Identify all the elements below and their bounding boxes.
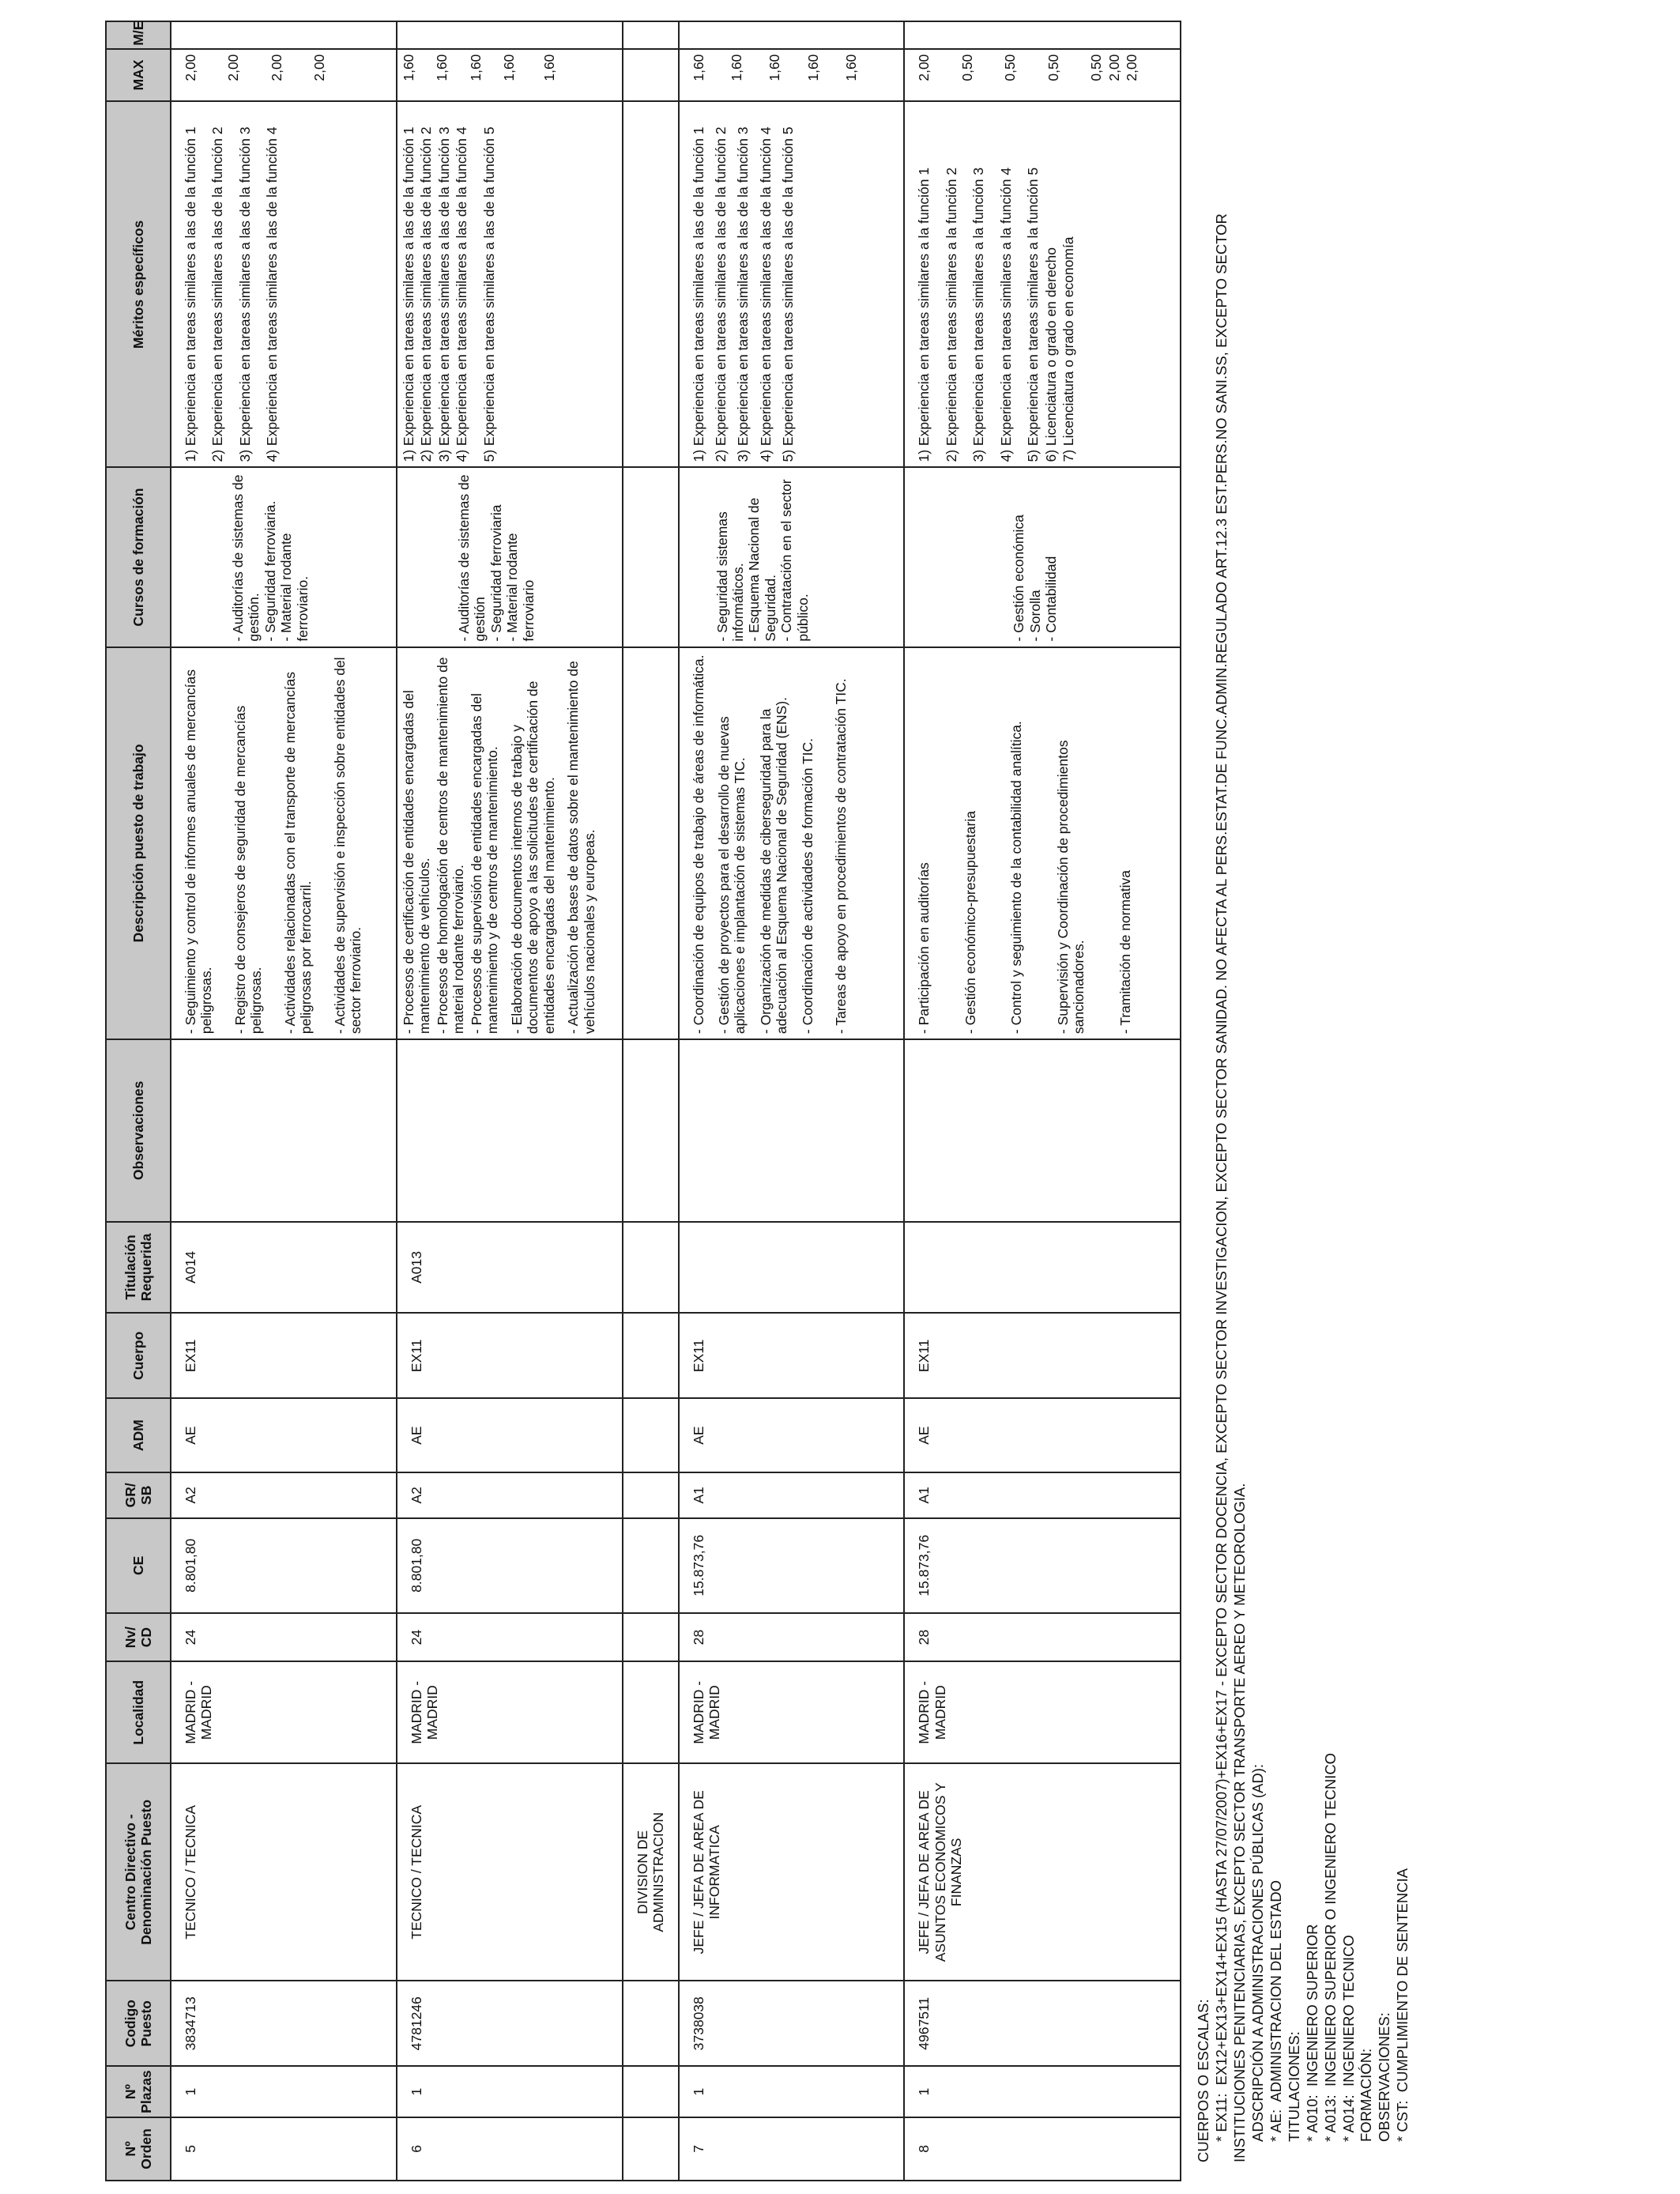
max-value: 1,60 xyxy=(690,54,706,81)
meritos-cell xyxy=(171,101,397,467)
descripcion-cell xyxy=(679,647,905,1040)
merito-item: 6) Licenciatura o grado en derecho xyxy=(1042,247,1059,462)
note-line: INSTITUCIONES PENITENCIARIAS, EXCEPTO SECTOR TRANSPORTE AEREO Y METEOROLOGIA. xyxy=(1230,1483,1248,2162)
note-line: * AE: ADMINISTRACION DEL ESTADO xyxy=(1267,1879,1284,2142)
col-cuerpo-header: Cuerpo xyxy=(106,1313,171,1398)
descripcion-item: - Control y seguimiento de la contabilidad analítica. xyxy=(1008,721,1025,1035)
max-value: 0,50 xyxy=(1002,54,1019,81)
centro-cell: TECNICO / TECNICA xyxy=(397,1763,623,1981)
col-observaciones-header: Observaciones xyxy=(106,1039,171,1221)
merito-item: 2) Experiencia en tareas similares a las de la función 2 xyxy=(418,126,435,462)
ce-cell: 8.801,80 xyxy=(171,1518,397,1613)
descripcion-item: - Registro de consejeros de seguridad de mercancías peligrosas. xyxy=(232,705,265,1035)
max-value: 1,60 xyxy=(501,54,518,81)
curso-item: - Material rodante ferroviario. xyxy=(278,533,311,642)
max-value: 2,00 xyxy=(183,54,198,81)
curso-item: - Seguridad ferroviaria. xyxy=(262,500,278,642)
merito-item: 5) Experiencia en tareas similares a las de la función 5 xyxy=(780,126,797,462)
meritos-cell xyxy=(397,101,623,467)
merito-item: 5) Experiencia en tareas similares a las de la función 5 xyxy=(480,126,497,462)
note-line: * A014: INGENIERO TECNICO xyxy=(1339,1935,1357,2142)
curso-item: - Esquema Nacional de Seguridad. xyxy=(746,497,778,642)
descripcion-item: - Actividades relacionadas con el transporte de mercancías peligrosas por ferrocarril. xyxy=(281,671,315,1035)
max-value: 1,60 xyxy=(843,54,860,81)
max-value: 0,50 xyxy=(1088,54,1105,81)
max-value: 0,50 xyxy=(1045,54,1061,81)
descripcion-item: - Seguimiento y control de informes anuales de mercancías peligrosas. xyxy=(183,669,215,1035)
col-ce-header: CE xyxy=(106,1518,171,1613)
orden-cell: 5 xyxy=(171,2117,397,2181)
descripcion-item: - Supervisión y Coordinación de procedimientos sancionadores. xyxy=(1054,740,1087,1035)
observaciones-cell xyxy=(679,1039,905,1221)
adm-cell: AE xyxy=(679,1398,905,1472)
descripcion-item: - Elaboración de documentos internos de trabajo y documentos de apoyo a las solicitudes de certificación de entidades encargadas del mantenimiento. xyxy=(508,680,557,1035)
merito-item: 3) Experiencia en tareas similares a la función 3 xyxy=(970,167,987,462)
plazas-cell: 1 xyxy=(171,2066,397,2117)
ce-cell: 15.873,76 xyxy=(904,1518,1181,1613)
positions-table xyxy=(105,21,1181,2181)
ce-cell: 15.873,76 xyxy=(679,1518,905,1613)
max-value: 2,00 xyxy=(225,54,242,81)
me-cell xyxy=(679,21,905,49)
me-cell xyxy=(397,21,623,49)
observaciones-cell xyxy=(904,1039,1181,1221)
grupo-cell: A1 xyxy=(679,1472,905,1518)
max-cell xyxy=(171,49,397,102)
merito-item: 4) Experiencia en tareas similares a la función 4 xyxy=(997,167,1014,462)
legend-notes xyxy=(1195,28,1412,2162)
max-value: 2,00 xyxy=(916,54,932,81)
curso-item: - Auditorías de sistemas de gestión. xyxy=(230,474,262,642)
nivel-cell: 24 xyxy=(397,1613,623,1661)
merito-item: 4) Experiencia en tareas similares a las de la función 4 xyxy=(454,126,470,462)
orden-cell: 6 xyxy=(397,2117,623,2181)
cursos-cell xyxy=(904,468,1181,647)
descripcion-item: - Participación en auditorías xyxy=(916,862,932,1035)
adm-cell: AE xyxy=(397,1398,623,1472)
col-nivel-header: Nv/ CD xyxy=(106,1613,171,1661)
localidad-cell: MADRID - MADRID xyxy=(171,1661,397,1763)
titulacion-cell xyxy=(904,1222,1181,1314)
adm-cell: AE xyxy=(904,1398,1181,1472)
col-meritos-header: Méritos específicos xyxy=(106,101,171,467)
titulacion-cell: A014 xyxy=(171,1222,397,1314)
col-cursos-header: Cursos de formación xyxy=(106,468,171,647)
col-centro-header: Centro Directivo - Denominación Puesto xyxy=(106,1763,171,1981)
merito-item: 3) Experiencia en tareas similares a las de la función 3 xyxy=(435,126,452,462)
col-grupo-header: GR/ SB xyxy=(106,1472,171,1518)
descripcion-item: - Coordinación de equipos de trabajo de áreas de informática. xyxy=(690,654,706,1035)
note-line: TITULACIONES: xyxy=(1285,2031,1302,2142)
codigo-cell: 3834713 xyxy=(171,1981,397,2066)
meritos-cell xyxy=(904,101,1181,467)
descripcion-item: - Organización de medidas de ciberseguridad para la adecuación al Esquema Nacional de Seguridad (ENS). xyxy=(757,697,790,1035)
header-row xyxy=(106,21,171,2181)
descripcion-cell xyxy=(904,647,1181,1040)
me-cell xyxy=(171,21,397,49)
max-value: 1,60 xyxy=(400,54,416,81)
localidad-cell: MADRID - MADRID xyxy=(679,1661,905,1763)
orden-cell: 8 xyxy=(904,2117,1181,2181)
merito-item: 3) Experiencia en tareas similares a las de la función 3 xyxy=(735,126,751,462)
max-value: 1,60 xyxy=(767,54,783,81)
note-line: FORMACIÓN: xyxy=(1358,2048,1375,2142)
observaciones-cell xyxy=(171,1039,397,1221)
centro-cell: JEFE / JEFA DE AREA DE ASUNTOS ECONOMICOS Y FINANZAS xyxy=(904,1763,1181,1981)
descripcion-item: - Tramitación de normativa xyxy=(1117,869,1133,1035)
curso-item: - Sorolla xyxy=(1026,590,1043,642)
curso-item: - Seguridad ferroviaria xyxy=(488,504,504,642)
table-row xyxy=(171,21,397,2181)
me-cell xyxy=(904,21,1181,49)
curso-item: - Contabilidad xyxy=(1043,556,1060,642)
plazas-cell: 1 xyxy=(679,2066,905,2117)
note-line: ADSCRIPCIÓN A ADMINISTRACIONES PÚBLICAS (AD): xyxy=(1249,1763,1266,2142)
merito-item: 2) Experiencia en tareas similares a la función 2 xyxy=(943,167,959,462)
table-row xyxy=(679,21,905,2181)
descripcion-item: - Procesos de certificación de entidades encargadas del mantenimiento de vehículos. xyxy=(400,690,433,1035)
cuerpo-cell: EX11 xyxy=(679,1313,905,1398)
descripcion-item: - Procesos de supervisión de entidades encargadas del mantenimiento y de centros de mantenimiento. xyxy=(468,693,501,1035)
centro-cell: TECNICO / TECNICA xyxy=(171,1763,397,1981)
merito-item: 4) Experiencia en tareas similares a las de la función 4 xyxy=(264,126,281,462)
max-cell xyxy=(679,49,905,102)
note-line: OBSERVACIONES: xyxy=(1376,2012,1393,2142)
descripcion-item: - Gestión económico-presupuestaria xyxy=(962,811,978,1035)
merito-item: 3) Experiencia en tareas similares a las de la función 3 xyxy=(236,126,253,462)
observaciones-cell xyxy=(397,1039,623,1221)
centro-cell: JEFE / JEFA DE AREA DE INFORMATICA xyxy=(679,1763,905,1981)
merito-item: 5) Experiencia en tareas similares a la función 5 xyxy=(1025,167,1042,462)
max-value: 0,50 xyxy=(959,54,975,81)
plazas-cell: 1 xyxy=(904,2066,1181,2117)
col-descripcion-header: Descripción puesto de trabajo xyxy=(106,647,171,1040)
descripcion-item: - Gestión de proyectos para el desarrollo de nuevas aplicaciones e implantación de sistemas TIC. xyxy=(716,716,748,1035)
note-line: CUERPOS O ESCALAS: xyxy=(1195,1999,1211,2162)
note-line: * A010: INGENIERO SUPERIOR xyxy=(1303,1924,1320,2142)
orden-cell: 7 xyxy=(679,2117,905,2181)
meritos-cell xyxy=(679,101,905,467)
nivel-cell: 28 xyxy=(904,1613,1181,1661)
max-value: 1,60 xyxy=(804,54,821,81)
division-label: DIVISION DE ADMINISTRACION xyxy=(623,1763,679,1981)
cursos-cell xyxy=(679,468,905,647)
titulacion-cell: A013 xyxy=(397,1222,623,1314)
merito-item: 1) Experiencia en tareas similares a las de la función 1 xyxy=(690,126,706,462)
nivel-cell: 28 xyxy=(679,1613,905,1661)
merito-item: 4) Experiencia en tareas similares a las de la función 4 xyxy=(757,126,774,462)
curso-item: - Contratación en el sector público. xyxy=(778,479,811,642)
merito-item: 7) Licenciatura o grado en economía xyxy=(1060,236,1077,462)
max-value: 1,60 xyxy=(434,54,450,81)
note-line: * EX11: EX12+EX13+EX14+EX15 (HASTA 27/07/2007)+EX16+EX17 - EXCEPTO SECTOR DOCENCIA, EXCEPTO SECTOR INVESTIGACION, EXCEPTO SECTOR SANIDAD. NO AFECTA AL PERS.ESTAT.DE FUNC.ADMIN.REGULADO ART.12.3 EST.PERS.NO SANI.SS, EXCEPTO SECTOR xyxy=(1212,213,1230,2142)
merito-item: 1) Experiencia en tareas similares a las de la función 1 xyxy=(400,126,416,462)
descripcion-item: - Coordinación de actividades de formación TIC. xyxy=(799,737,816,1035)
cuerpo-cell: EX11 xyxy=(171,1313,397,1398)
descripcion-cell xyxy=(397,647,623,1040)
col-me-header: M/E xyxy=(106,21,171,49)
col-adm-header: ADM xyxy=(106,1398,171,1472)
max-value: 2,00 xyxy=(311,54,328,81)
max-value: 1,60 xyxy=(729,54,744,81)
merito-item: 1) Experiencia en tareas similares a las de la función 1 xyxy=(183,126,198,462)
division-row xyxy=(623,21,679,2181)
descripcion-item: - Procesos de homologación de centros de mantenimiento de material rodante ferroviario. xyxy=(434,657,467,1035)
note-line: * A013: INGENIERO SUPERIOR O INGENIERO TECNICO xyxy=(1321,1752,1339,2142)
codigo-cell: 4967511 xyxy=(904,1981,1181,2066)
grupo-cell: A1 xyxy=(904,1472,1181,1518)
plazas-cell: 1 xyxy=(397,2066,623,2117)
merito-item: 2) Experiencia en tareas similares a las de la función 2 xyxy=(713,126,729,462)
max-value: 2,00 xyxy=(268,54,284,81)
descripcion-item: - Actividades de supervisión e inspección sobre entidades del sector ferroviario. xyxy=(331,657,364,1035)
curso-item: - Gestión económica xyxy=(1011,515,1027,642)
titulacion-cell xyxy=(679,1222,905,1314)
max-value: 1,60 xyxy=(467,54,484,81)
col-titulacion-header: Titulación Requerida xyxy=(106,1222,171,1314)
max-value: 2,00 xyxy=(1124,54,1140,81)
col-codigo-header: Codigo Puesto xyxy=(106,1981,171,2066)
col-orden-header: Nº Orden xyxy=(106,2117,171,2181)
grupo-cell: A2 xyxy=(397,1472,623,1518)
ce-cell: 8.801,80 xyxy=(397,1518,623,1613)
descripcion-item: - Tareas de apoyo en procedimientos de contratación TIC. xyxy=(833,678,849,1035)
merito-item: 2) Experiencia en tareas similares a las de la función 2 xyxy=(209,126,226,462)
max-value: 2,00 xyxy=(1106,54,1122,81)
curso-item: - Material rodante ferroviario xyxy=(504,533,537,642)
col-localidad-header: Localidad xyxy=(106,1661,171,1763)
col-max-header: MAX xyxy=(106,49,171,102)
codigo-cell: 3738038 xyxy=(679,1981,905,2066)
nivel-cell: 24 xyxy=(171,1613,397,1661)
cursos-cell xyxy=(171,468,397,647)
descripcion-cell xyxy=(171,647,397,1040)
table-row xyxy=(904,21,1181,2181)
max-cell xyxy=(904,49,1181,102)
max-cell xyxy=(397,49,623,102)
cuerpo-cell: EX11 xyxy=(397,1313,623,1398)
curso-item: - Seguridad sistemas informáticos. xyxy=(714,511,746,642)
max-value: 1,60 xyxy=(541,54,557,81)
table-row xyxy=(397,21,623,2181)
cursos-cell xyxy=(397,468,623,647)
localidad-cell: MADRID - MADRID xyxy=(397,1661,623,1763)
localidad-cell: MADRID - MADRID xyxy=(904,1661,1181,1763)
grupo-cell: A2 xyxy=(171,1472,397,1518)
curso-item: - Auditorías de sistemas de gestión xyxy=(455,474,488,642)
cuerpo-cell: EX11 xyxy=(904,1313,1181,1398)
codigo-cell: 4781246 xyxy=(397,1981,623,2066)
col-plazas-header: Nº Plazas xyxy=(106,2066,171,2117)
descripcion-item: - Actualización de bases de datos sobre el mantenimiento de vehículos nacionales y europeas. xyxy=(565,661,597,1035)
adm-cell: AE xyxy=(171,1398,397,1472)
merito-item: 1) Experiencia en tareas similares a la función 1 xyxy=(916,167,932,462)
note-line: * CST: CUMPLIMIENTO DE SENTENCIA xyxy=(1394,1868,1411,2142)
